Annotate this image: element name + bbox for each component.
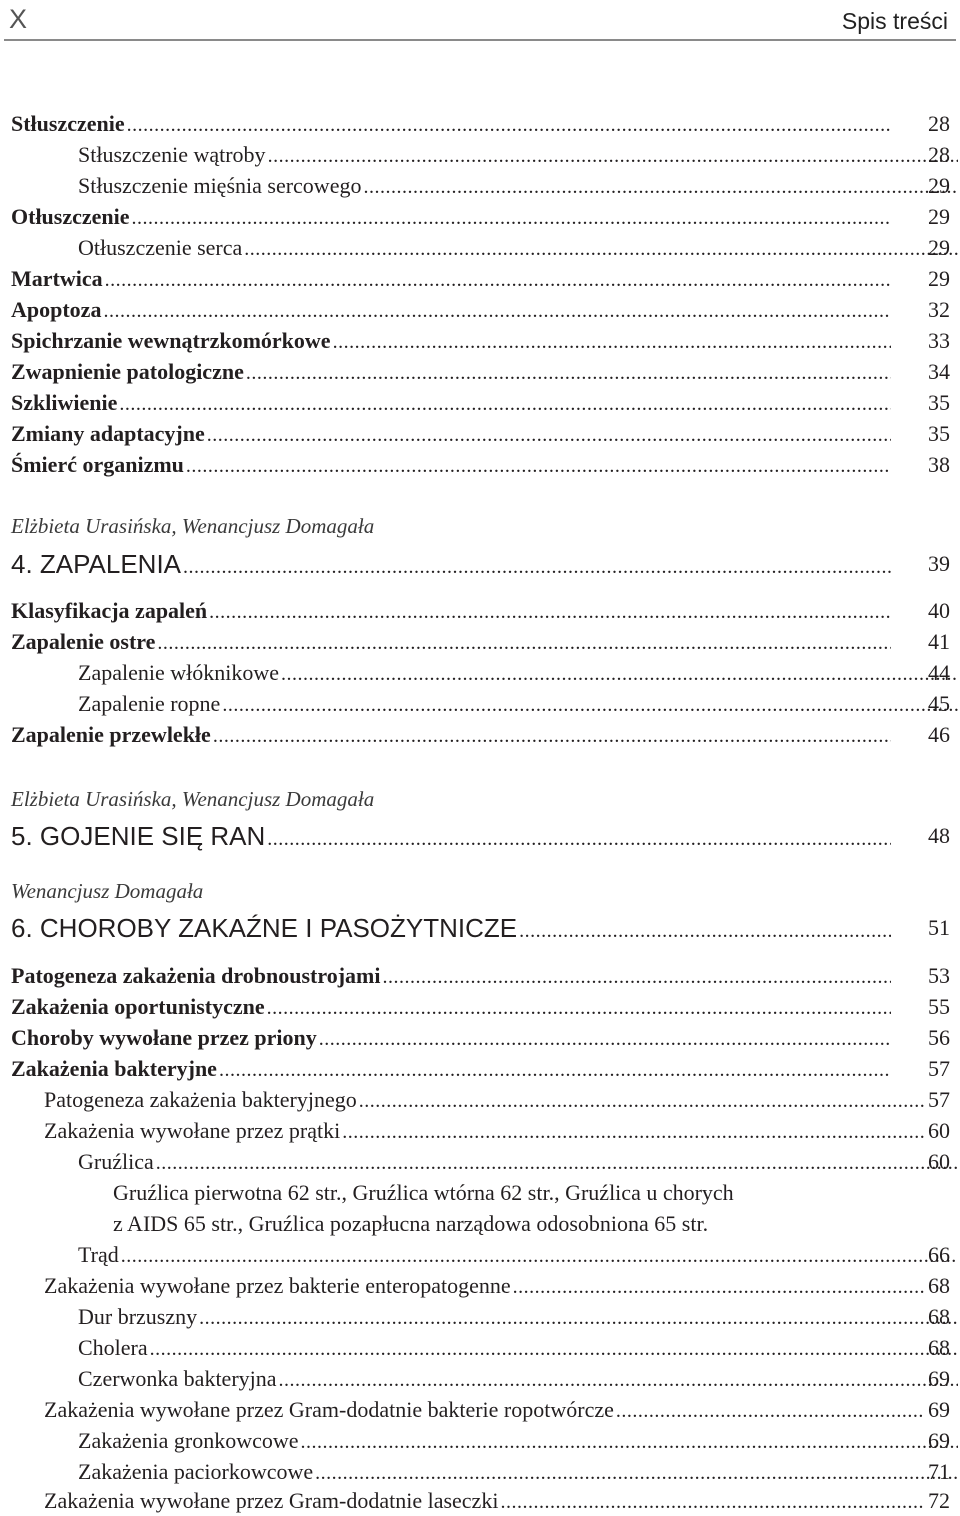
toc-entry-page: 55 [928, 994, 950, 1019]
toc-entry-page: 33 [928, 328, 950, 353]
toc-leader [219, 1055, 891, 1084]
toc-entry[interactable] [0, 1425, 960, 1456]
toc-entry-page: 28 [928, 142, 950, 167]
close-icon[interactable]: X [9, 4, 28, 34]
toc-entry-title: Zakażenia wywołane przez prątki [44, 1118, 341, 1143]
toc-leader [301, 1427, 958, 1456]
toc-entry-page: 69 [928, 1397, 950, 1422]
toc-entry-page: 66 [928, 1242, 950, 1267]
toc-entry-title: Zakażenia wywołane przez Gram-dodatnie laseczki [44, 1488, 499, 1513]
toc-leader [186, 451, 891, 480]
toc-entry[interactable] [0, 1270, 960, 1301]
toc-leader [519, 913, 891, 946]
toc-entry-title: Śmierć organizmu [11, 452, 184, 477]
chapter-authors: Elżbieta Urasińska, Wenancjusz Domagała [11, 514, 375, 538]
toc-entry-page: 60 [928, 1118, 950, 1143]
toc-entry[interactable] [0, 139, 960, 170]
toc-leader [105, 265, 891, 294]
toc-leader [222, 690, 958, 719]
toc-entry-title: Otłuszczenie [11, 204, 130, 229]
toc-entry-page: 46 [928, 722, 950, 747]
toc-leader [207, 420, 891, 449]
toc-chapter-title: 6. CHOROBY ZAKAŹNE I PASOŻYTNICZE [11, 913, 518, 943]
toc-entry-title: Zakażenia wywołane przez bakterie enteropatogenne [44, 1273, 511, 1298]
toc-chapter[interactable] [0, 546, 960, 582]
toc-leader [363, 172, 958, 201]
toc-entry-title: Stłuszczenie wątroby [78, 142, 266, 167]
toc-entry-page: 41 [928, 629, 950, 654]
toc-entry[interactable] [0, 108, 960, 139]
toc-leader [127, 110, 891, 139]
toc-entry-title: Patogeneza zakażenia bakteryjnego [44, 1087, 357, 1112]
chapter-authors: Elżbieta Urasińska, Wenancjusz Domagała [11, 787, 375, 811]
page-title: Spis treści [841, 8, 948, 34]
toc-entry-page: 44 [928, 660, 950, 685]
toc-entry[interactable] [0, 356, 960, 387]
toc-entry-page: 48 [928, 823, 950, 848]
toc-entry[interactable] [0, 1456, 960, 1487]
toc-entry-page: 69 [928, 1366, 950, 1391]
toc-entry[interactable] [0, 387, 960, 418]
toc-leader [213, 721, 891, 750]
toc-entry[interactable] [0, 449, 960, 480]
toc-entry-title: Apoptoza [11, 297, 102, 322]
toc-entry-title: Zapalenie włóknikowe [78, 660, 279, 685]
toc-entry[interactable] [0, 1485, 960, 1516]
toc-leader [279, 1365, 958, 1394]
toc-entry-page: 60 [928, 1149, 950, 1174]
toc-entry-title: Zakażenia gronkowcowe [78, 1428, 299, 1453]
toc-entry-title: Zakażenia oportunistyczne [11, 994, 265, 1019]
toc-entry-page: 56 [928, 1025, 950, 1050]
chapter-authors: Wenancjusz Domagała [11, 879, 204, 903]
toc-entry-title: Stłuszczenie mięśnia sercowego [78, 173, 362, 198]
toc-leader [157, 628, 891, 657]
toc-entry[interactable] [0, 960, 960, 991]
toc-entry-page: 29 [928, 235, 950, 260]
toc-subtopics-note: z AIDS 65 str., Gruźlica pozapłucna narządowa odosobniona 65 str. [113, 1211, 709, 1236]
toc-leader [119, 389, 891, 418]
toc-entry[interactable] [0, 1332, 960, 1363]
toc-leader [267, 993, 891, 1022]
toc-entry-title: Choroby wywołane przez priony [11, 1025, 317, 1050]
toc-chapter[interactable] [0, 818, 960, 854]
toc-entry-title: Zmiany adaptacyjne [11, 421, 205, 446]
toc-entry-page: 53 [928, 963, 950, 988]
toc-entry[interactable] [0, 1301, 960, 1332]
toc-entry-page: 35 [928, 421, 950, 446]
toc-entry-title: Gruźlica [78, 1149, 154, 1174]
toc-entry-title: Trąd [78, 1242, 119, 1267]
toc-entry-page: 68 [928, 1273, 950, 1298]
toc-entry-page: 35 [928, 390, 950, 415]
toc-leader [150, 1334, 958, 1363]
toc-entry-title: Czerwonka bakteryjna [78, 1366, 277, 1391]
toc-entry-title: Szkliwienie [11, 390, 118, 415]
toc-entry-page: 29 [928, 266, 950, 291]
toc-entry-title: Zapalenie ropne [78, 691, 221, 716]
toc-leader [132, 203, 891, 232]
toc-chapter-title: 5. GOJENIE SIĘ RAN [11, 821, 266, 851]
toc-entry[interactable] [0, 626, 960, 657]
toc-entry-page: 39 [928, 551, 950, 576]
toc-entry[interactable] [0, 232, 960, 263]
toc-entry-page: 57 [928, 1056, 950, 1081]
toc-leader [156, 1148, 958, 1177]
toc-entry-page: 32 [928, 297, 950, 322]
toc-entry-page: 40 [928, 598, 950, 623]
toc-leader [281, 659, 958, 688]
toc-entry-page: 71 [928, 1459, 950, 1484]
toc-leader [315, 1458, 958, 1487]
toc-leader [513, 1272, 924, 1301]
toc-leader [267, 821, 891, 854]
toc-entry-title: Stłuszczenie [11, 111, 125, 136]
toc-entry-title: Zapalenie ostre [11, 629, 156, 654]
toc-entry-title: Martwica [11, 266, 103, 291]
toc-entry-title: Zapalenie przewlekłe [11, 722, 211, 747]
toc-entry-title: Spichrzanie wewnątrzkomórkowe [11, 328, 331, 353]
toc-leader [183, 549, 891, 582]
toc-entry-page: 68 [928, 1304, 950, 1329]
toc-leader [209, 597, 891, 626]
toc-entry-page: 57 [928, 1087, 950, 1112]
toc-entry[interactable] [0, 263, 960, 294]
toc-entry-page: 69 [928, 1428, 950, 1453]
toc-entry-page: 45 [928, 691, 950, 716]
toc-leader [359, 1086, 924, 1115]
toc-entry-page: 28 [928, 111, 950, 136]
toc-entry[interactable] [0, 1084, 960, 1115]
toc-chapter[interactable] [0, 910, 960, 946]
toc-entry[interactable] [0, 201, 960, 232]
toc-entry-title: Zakażenia paciorkowcowe [78, 1459, 314, 1484]
toc-leader [268, 141, 958, 170]
toc-leader [333, 327, 891, 356]
toc-entry[interactable] [0, 170, 960, 201]
toc-entry-title: Zakażenia wywołane przez Gram-dodatnie bakterie ropotwórcze [44, 1397, 614, 1422]
toc-entry[interactable] [0, 1394, 960, 1425]
toc-entry[interactable] [0, 1239, 960, 1270]
toc-entry-title: Cholera [78, 1335, 148, 1360]
toc-leader [121, 1241, 958, 1270]
toc-entry-page: 29 [928, 204, 950, 229]
toc-leader [500, 1487, 924, 1516]
toc-entry[interactable] [0, 1363, 960, 1394]
toc-entry-page: 38 [928, 452, 950, 477]
toc-leader [244, 234, 958, 263]
toc-entry-title: Zakażenia bakteryjne [11, 1056, 217, 1081]
toc-entry-page: 68 [928, 1335, 950, 1360]
toc-entry-title: Zwapnienie patologiczne [11, 359, 244, 384]
toc-entry[interactable] [0, 595, 960, 626]
toc-leader [616, 1396, 924, 1425]
toc-leader [342, 1117, 924, 1146]
toc-leader [103, 296, 891, 325]
toc-leader [199, 1303, 958, 1332]
toc-entry-title: Klasyfikacja zapaleń [11, 598, 208, 623]
toc-entry[interactable] [0, 325, 960, 356]
toc-entry[interactable] [0, 1022, 960, 1053]
toc-leader [383, 962, 892, 991]
toc-entry[interactable] [0, 657, 960, 688]
toc-entry[interactable] [0, 418, 960, 449]
toc-entry-title: Otłuszczenie serca [78, 235, 243, 260]
toc-entry-title: Patogeneza zakażenia drobnoustrojami [11, 963, 381, 988]
toc-leader [319, 1024, 891, 1053]
toc-entry[interactable] [0, 719, 960, 750]
toc-leader [246, 358, 891, 387]
toc-entry[interactable] [0, 294, 960, 325]
toc-entry[interactable] [0, 1053, 960, 1084]
toc-subtopics-note: Gruźlica pierwotna 62 str., Gruźlica wtórna 62 str., Gruźlica u chorych [113, 1180, 734, 1205]
toc-entry[interactable] [0, 1115, 960, 1146]
toc-entry[interactable] [0, 688, 960, 719]
toc-entry[interactable] [0, 991, 960, 1022]
toc-entry-title: Dur brzuszny [78, 1304, 198, 1329]
toc-entry-page: 34 [928, 359, 950, 384]
toc-entry-page: 29 [928, 173, 950, 198]
toc-entry[interactable] [0, 1146, 960, 1177]
toc-entry-page: 51 [928, 915, 950, 940]
toc-entry-page: 72 [928, 1488, 950, 1513]
toc-chapter-title: 4. ZAPALENIA [11, 549, 182, 579]
